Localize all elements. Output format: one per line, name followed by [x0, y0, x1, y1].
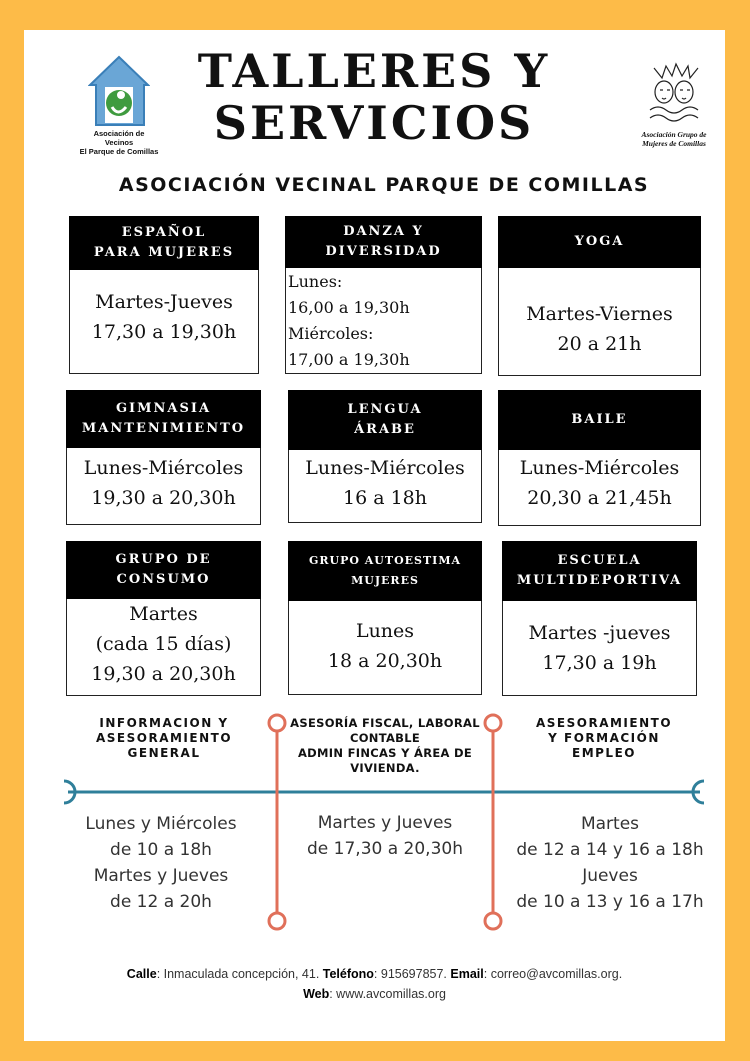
service-schedule-line3: Jueves [582, 866, 638, 886]
email-label: Email [450, 967, 484, 981]
workshop-title-line1: GIMNASIA [115, 401, 212, 416]
service-heading-line3: GENERAL [127, 746, 201, 760]
email-value[interactable]: : correo@avcomillas.org. [483, 967, 623, 981]
divider-left-bottom-dot [269, 913, 285, 929]
service-heading-line2: ASESORAMIENTO [95, 731, 233, 745]
schedule-hours: 16 a 18h [343, 487, 427, 509]
web-value[interactable]: : www.avcomillas.org [329, 987, 446, 1001]
schedule-hours: 17,30 a 19,30h [91, 321, 237, 343]
schedule-days: Lunes-Miércoles [83, 457, 244, 479]
schedule-hours: 20 a 21h [557, 333, 642, 355]
workshop-title-line1: DANZA Y [343, 224, 424, 239]
schedule-hours: 20,30 a 21,45h [527, 487, 672, 509]
service-heading-informacion [64, 716, 264, 761]
schedule-hours2: 17,00 a 19,30h [288, 350, 410, 369]
service-schedule-line1: Martes y Jueves [317, 813, 453, 833]
service-heading-line1: ASESORAMIENTO [535, 716, 673, 730]
service-schedule-empleo [498, 811, 722, 915]
logo-left-line1: Asociación de Vecinos [93, 129, 145, 147]
workshop-title-line2: MULTIDEPORTIVA [516, 573, 683, 588]
workshop-title-line2: ÁRABE [354, 422, 416, 437]
service-schedule-line2: de 10 a 18h [110, 840, 212, 860]
schedule-days: Martes-Jueves [95, 291, 233, 313]
service-heading-asesoria-fiscal [282, 716, 488, 776]
street-label: Calle [126, 967, 157, 981]
contact-line1 [24, 964, 725, 984]
workshop-title-line1: LENGUA [347, 402, 423, 417]
contact-line2 [24, 984, 725, 1004]
workshop-title-line2: MUJERES [351, 574, 419, 587]
service-heading-line4: VIVIENDA. [350, 761, 420, 775]
service-heading-line2: Y FORMACIÓN [548, 731, 660, 745]
schedule-hours: 18 a 20,30h [327, 650, 443, 672]
schedule-days: Lunes-Miércoles [305, 457, 465, 479]
service-heading-line3: EMPLEO [572, 746, 636, 760]
phone-value: : 915697857. [373, 967, 451, 981]
service-heading-empleo [504, 716, 704, 761]
title-line2: SERVICIOS [213, 96, 535, 150]
divider-right-bottom-dot [485, 913, 501, 929]
phone-label: Teléfono [322, 967, 374, 981]
service-schedule-asesoria-fiscal [282, 810, 488, 862]
workshop-title-line1: ESPAÑOL [121, 225, 207, 240]
service-schedule-line2: de 17,30 a 20,30h [307, 839, 463, 859]
schedule-days: Martes-Viernes [526, 303, 673, 325]
workshop-title-line1: ESCUELA [557, 553, 642, 568]
schedule-hours: 19,30 a 20,30h [91, 663, 236, 685]
service-schedule-line4: de 10 a 13 y 16 a 17h [516, 892, 704, 912]
schedule-hours1: 16,00 a 19,30h [288, 298, 410, 317]
schedule-days: Lunes-Miércoles [519, 457, 680, 479]
workshop-title-line1: BAILE [571, 412, 628, 427]
schedule-day1: Lunes: [288, 272, 343, 291]
poster [24, 30, 725, 1041]
service-heading-line1: INFORMACION Y [99, 716, 229, 730]
workshop-title-line1: GRUPO AUTOESTIMA [308, 554, 462, 567]
contact-footer [24, 964, 725, 1004]
service-schedule-line2: de 12 a 14 y 16 a 18h [516, 840, 704, 860]
workshop-title-line1: GRUPO DE [115, 552, 212, 567]
schedule-days: Martes -jueves [528, 622, 671, 644]
workshop-title-line2: CONSUMO [116, 572, 211, 587]
schedule-hours: 19,30 a 20,30h [91, 487, 236, 509]
logo-right-line1: Asociación Grupo de [641, 130, 707, 139]
service-heading-line2: CONTABLE [349, 731, 421, 745]
title-line1: TALLERES Y [197, 44, 551, 98]
web-label: Web [303, 987, 330, 1001]
page-subtitle: ASOCIACIÓN VECINAL PARQUE DE COMILLAS [118, 174, 650, 196]
service-schedule-informacion [54, 811, 268, 915]
schedule-hours: 17,30 a 19h [542, 652, 657, 674]
schedule-frequency: (cada 15 días) [95, 633, 232, 655]
workshop-title-line2: PARA MUJERES [93, 245, 235, 260]
schedule-day2: Miércoles: [288, 324, 374, 343]
workshop-title-line1: YOGA [574, 234, 625, 249]
service-schedule-line3: Martes y Jueves [93, 866, 229, 886]
logo-right-line2: Mujeres de Comillas [642, 139, 706, 148]
schedule-days: Martes [129, 603, 198, 625]
service-schedule-line1: Martes [580, 814, 640, 834]
service-schedule-line4: de 12 a 20h [110, 892, 212, 912]
service-heading-line3: ADMIN FINCAS Y ÁREA DE [297, 746, 473, 760]
service-heading-line1: ASESORÍA FISCAL, LABORAL [290, 716, 480, 730]
service-schedule-line1: Lunes y Miércoles [85, 814, 237, 834]
workshop-title-line2: DIVERSIDAD [325, 244, 442, 259]
street-value: : Inmaculada concepción, 41. [156, 967, 323, 981]
logo-left-line2: El Parque de Comillas [79, 147, 159, 156]
schedule-days: Lunes [355, 620, 415, 642]
workshop-title-line2: MANTENIMIENTO [81, 421, 246, 436]
